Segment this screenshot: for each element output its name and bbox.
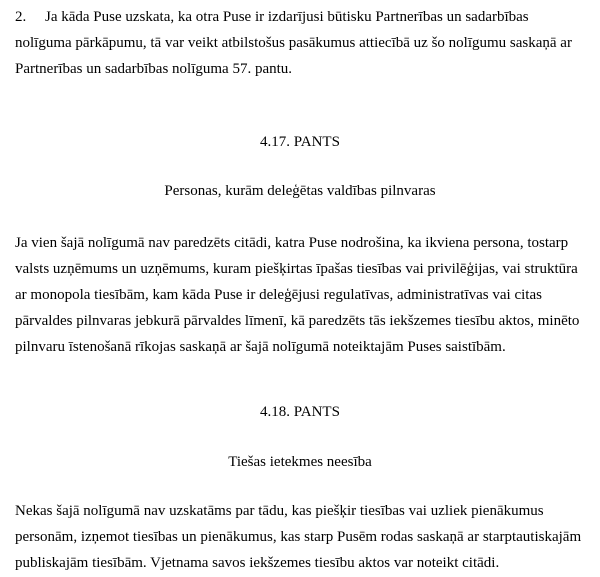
article-heading: 4.18. PANTS [260,404,340,420]
article-title: Tiešas ietekmes neesība [228,454,372,470]
article-body: Ja vien šajā nolīgumā nav paredzēts citādi, katra Puse nodrošina, ka ikviena persona, tostarp valsts uzņēmums un uzņēmums, kuram piešķirtas īpašas tiesības vai privilēģijas, vai struktūra ar monopola tiesībām, kam kāda Puse ir deleģējusi regulatīvas, administratīvas vai citas pārvaldes pilnvaras jebkurā pārvaldes līmenī, kā paredzēts tās iekšzemes tiesību aktos, minēto pilnvaru īstenošanā rīkojas saskaņā ar šajā nolīgumā noteiktajām Puses saistībām. [15,235,580,355]
article-heading: 4.17. PANTS [260,134,340,150]
numbered-paragraph [15,4,585,82]
article-body: Nekas šajā nolīgumā nav uzskatāms par tādu, kas piešķir tiesības vai uzliek pienākumus personām, izņemot tiesības un pienākumus, kas starp Pusēm rodas saskaņā ar starptautiskajām publiskajām tiesībām. Vjetnama savos iekšzemes tiesību aktos var noteikt citādi. [15,503,582,571]
paragraph-number: 2. [15,9,27,25]
paragraph-text: Ja kāda Puse uzskata, ka otra Puse ir izdarījusi būtisku Partnerības un sadarbības nolīguma pārkāpumu, tā var veikt atbilstošus pasākumus attiecībā uz šo nolīgumu saskaņā ar Partnerības un sadarbības nolīguma 57. pantu. [15,9,572,77]
article-title: Personas, kurām deleģētas valdības pilnvaras [164,183,436,199]
